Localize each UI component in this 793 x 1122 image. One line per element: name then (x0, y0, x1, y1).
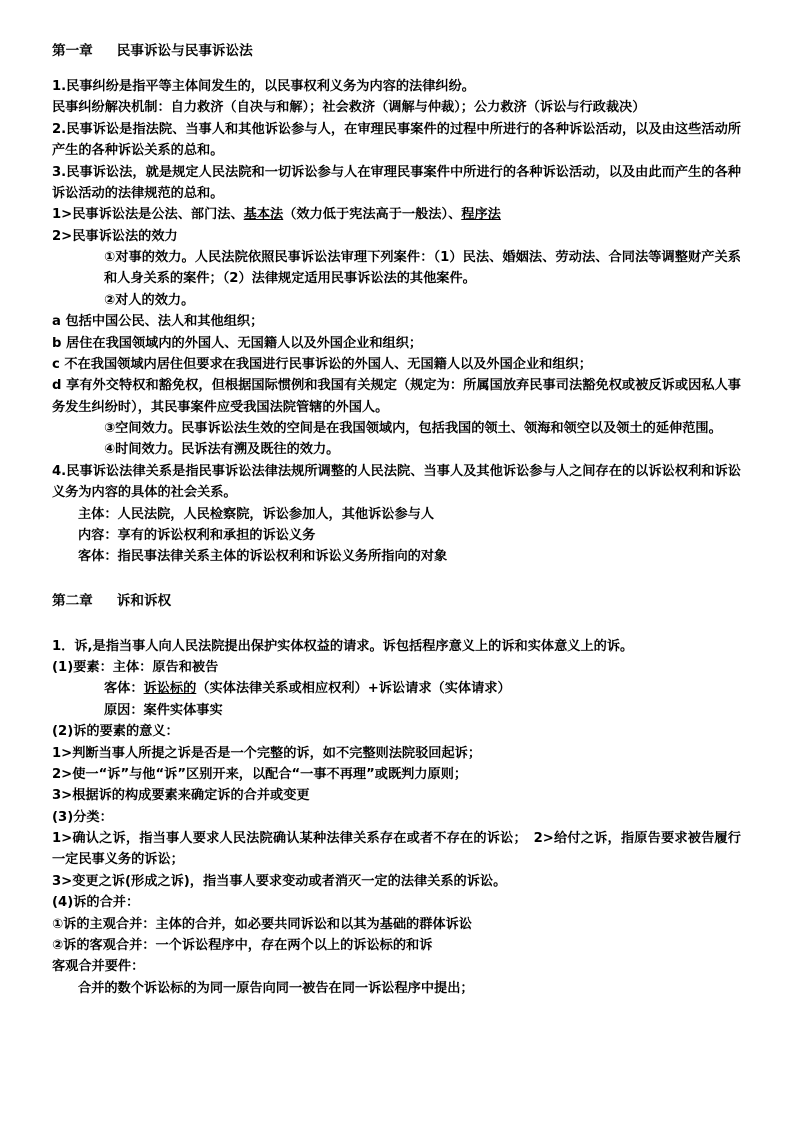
paragraph: ③空间效力。民事诉讼法生效的空间是在我国领域内，包括我国的领土、领海和领空以及领土的延伸范围。 (104, 421, 722, 437)
chapter-2-title: 诉和诉权 (116, 592, 172, 609)
paragraph: 民事纠纷解决机制：自力救济（自决与和解）；社会救济（调解与仲裁）；公力救济（诉讼与行政裁决） (52, 100, 646, 116)
chapter-1-title: 民事诉讼与民事诉讼法 (116, 43, 253, 59)
paragraph: ①对事的效力。人民法院依照民事诉讼法审理下列案件：（1）民法、婚姻法、劳动法、合同法等调整财产关系和人身关系的案件；（2）法律规定适用民事诉讼法的其他案件。 (104, 250, 741, 287)
paragraph: 客体：指民事法律关系主体的诉讼权利和诉讼义务所指向的对象 (78, 549, 448, 565)
chapter-1-label: 第一章 (52, 43, 93, 59)
paragraph: 1．诉,是指当事人向人民法院提出保护实体权益的请求。诉包括程序意义上的诉和实体意义上的诉。 (52, 638, 634, 654)
paragraph: ②对人的效力。 (104, 292, 195, 308)
paragraph: b 居住在我国领域内的外国人、无国籍人以及外国企业和组织； (52, 335, 423, 351)
paragraph: (2)诉的要素的意义： (52, 724, 179, 740)
paragraph: a 包括中国公民、法人和其他组织； (52, 314, 264, 330)
paragraph: 1.民事纠纷是指平等主体间发生的，以民事权利义务为内容的法律纠纷。 (52, 79, 475, 95)
paragraph: 合并的数个诉讼标的为同一原告向同一被告在同一诉讼程序中提出； (78, 980, 474, 996)
paragraph: 1>判断当事人所提之诉是否是一个完整的诉，如不完整则法院驳回起诉； (52, 745, 482, 761)
paragraph: c 不在我国领域内居住但要求在我国进行民事诉讼的外国人、无国籍人以及外国企业和组织； (52, 356, 592, 372)
paragraph: 客观合并要件： (52, 959, 145, 975)
paragraph: 2.民事诉讼是指法院、当事人和其他诉讼参与人，在审理民事案件的过程中所进行的各种诉讼活动，以及由这些活动所产生的各种诉讼关系的总和。 (52, 121, 741, 159)
paragraph: 内容：享有的诉讼权利和承担的诉讼义务 (78, 527, 316, 543)
paragraph: 3.民事诉讼法，就是规定人民法院和一切诉讼参与人在审理民事案件中所进行的各种诉讼活动，以及由此而产生的各种诉讼活动的法律规范的总和。 (52, 164, 741, 201)
paragraph-underlined: 1>民事诉讼法是公法、部门法、基本法（效力低于宪法高于一般法）、程序法 (52, 207, 501, 223)
paragraph: (4)诉的合并： (52, 895, 140, 911)
document-body (52, 40, 741, 999)
paragraph: 1>确认之诉，指当事人要求人民法院确认某种法律关系存在或者不存在的诉讼； 2>给付之诉，指原告要求被告履行一定民事义务的诉讼； (52, 831, 741, 868)
paragraph: ④时间效力。民诉法有溯及既往的效力。 (104, 442, 340, 458)
paragraph: ①诉的主观合并：主体的合并，如必要共同诉讼和以其为基础的群体诉讼 (52, 916, 472, 932)
paragraph-underlined: d 享有外交特权和豁免权，但根据国际惯例和我国有关规定（规定为：所属国放弃民事司法豁免权或被反诉或因私人事务发生纠纷时），其民事案件应受我国法院管辖的外国人。 (52, 378, 741, 415)
paragraph: 原因：案件实体事实 (104, 702, 223, 718)
section-1-content (52, 76, 741, 568)
chapter-1-heading (52, 40, 741, 62)
paragraph: 3>变更之诉(形成之诉)，指当事人要求变动或者消灭一定的法律关系的诉讼。 (52, 873, 507, 889)
paragraph: (3)分类： (52, 809, 113, 825)
paragraph: 2>使一“诉”与他“诉”区别开来，以配合“一事不再理”或既判力原则； (52, 766, 468, 782)
chapter-2-heading (52, 590, 741, 612)
section-spacer (52, 568, 741, 590)
paragraph: ②诉的客观合并：一个诉讼程序中，存在两个以上的诉讼标的和诉 (52, 937, 433, 953)
heading-spacer (52, 626, 741, 636)
paragraph: 主体：人民法院，人民检察院，诉讼参加人，其他诉讼参与人 (78, 506, 435, 522)
paragraph: (1)要素：主体：原告和被告 (52, 660, 219, 676)
paragraph: 3>根据诉的构成要素来确定诉的合并或变更 (52, 788, 310, 804)
paragraph: 2>民事诉讼法的效力 (52, 228, 178, 244)
chapter-2-label: 第二章 (52, 592, 93, 609)
paragraph-underlined: 客体：诉讼标的（实体法律关系或相应权利）+诉讼请求（实体请求） (104, 681, 511, 697)
section-2-content (52, 636, 741, 999)
paragraph: 4.民事诉讼法律关系是指民事诉讼法律法规所调整的人民法院、当事人及其他诉讼参与人之间存在的以诉讼权利和诉讼义务为内容的具体的社会关系。 (52, 463, 741, 501)
